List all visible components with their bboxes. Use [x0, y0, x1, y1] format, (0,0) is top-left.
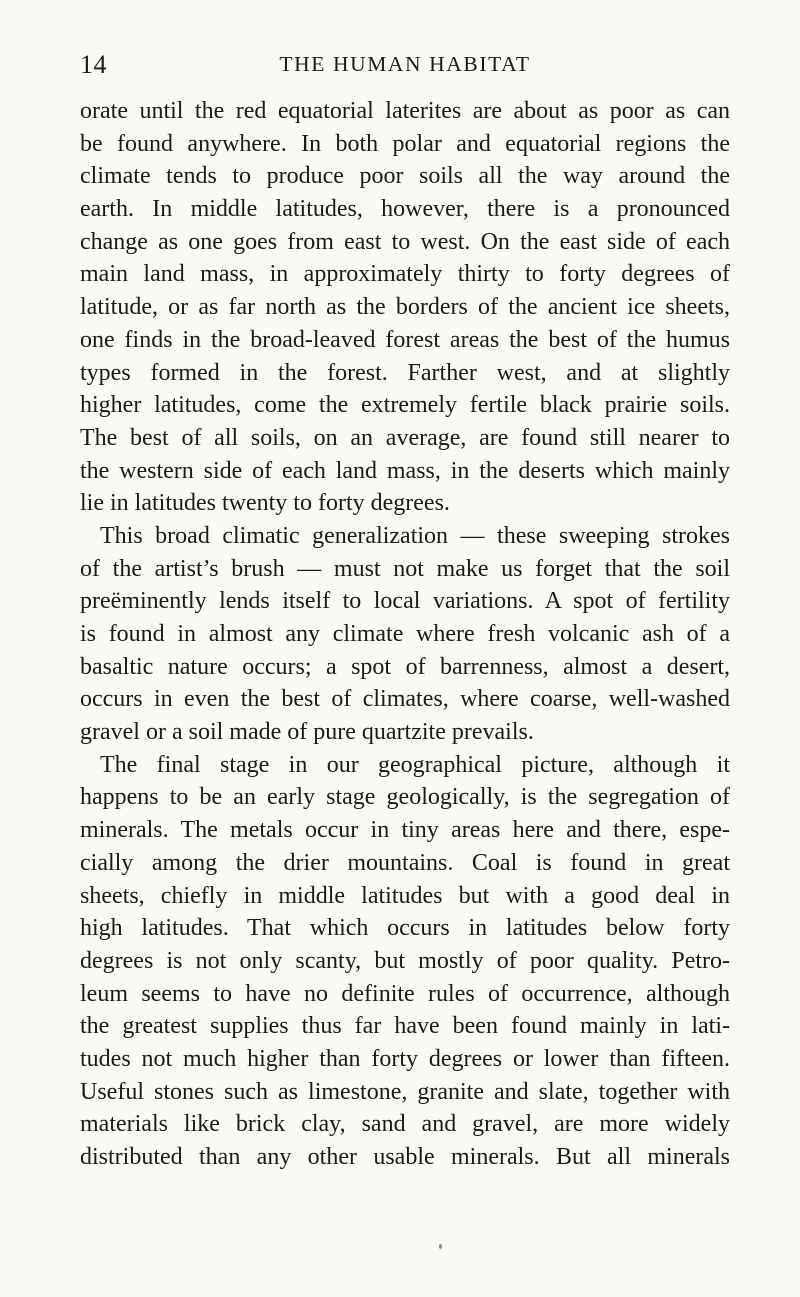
text-line: change as one goes from east to west. On the east side of each: [80, 228, 730, 255]
paragraph-start-line: The final stage in our geographical picture, although it: [100, 751, 730, 778]
text-line: high latitudes. That which occurs in latitudes below forty: [80, 915, 730, 942]
text-line: the western side of each land mass, in the deserts which mainly: [80, 457, 730, 484]
text-line: tudes not much higher than forty degrees or lower than fifteen.: [80, 1045, 730, 1072]
text-line: types formed in the forest. Farther west, and at slightly: [80, 359, 730, 386]
text-line: is found in almost any climate where fresh volcanic ash of a: [80, 621, 730, 647]
text-line: be found anywhere. In both polar and equatorial regions the: [80, 130, 730, 157]
text-line: Useful stones such as limestone, granite and slate, together with: [80, 1078, 730, 1105]
text-line: latitude, or as far north as the borders of the ancient ice sheets,: [80, 294, 730, 321]
text-line: happens to be an early stage geologically, is the segregation of: [80, 784, 730, 811]
page-header: [80, 50, 730, 86]
paragraph-end-line: lie in latitudes twenty to forty degrees.: [80, 490, 450, 517]
text-line: climate tends to produce poor soils all the way around the: [80, 163, 730, 190]
text-line: earth. In middle latitudes, however, there is a pronounced: [80, 196, 730, 223]
body-text: [80, 95, 730, 1174]
paragraph-end-line: gravel or a soil made of pure quartzite prevails.: [80, 719, 534, 746]
text-line: of the artist’s brush — must not make us forget that the soil: [80, 555, 730, 582]
text-line: orate until the red equatorial laterites are about as poor as can: [80, 98, 730, 124]
running-title: THE HUMAN HABITAT: [279, 52, 531, 76]
paragraph-start-line: This broad climatic generalization — these sweeping strokes: [100, 522, 730, 549]
text-line: leum seems to have no definite rules of occurrence, although: [80, 980, 730, 1007]
text-line: degrees is not only scanty, but mostly of poor quality. Petro-: [80, 947, 730, 974]
text-line: sheets, chiefly in middle latitudes but with a good deal in: [80, 882, 730, 909]
text-line: The best of all soils, on an average, are found still nearer to: [80, 424, 730, 451]
text-line: higher latitudes, come the extremely fertile black prairie soils.: [80, 392, 730, 419]
text-line: cially among the drier mountains. Coal is found in great: [80, 849, 730, 876]
page-number: 14: [80, 50, 107, 79]
text-line: minerals. The metals occur in tiny areas here and there, espe-: [80, 817, 730, 844]
text-line: basaltic nature occurs; a spot of barrenness, almost a desert,: [80, 653, 730, 680]
text-line: one finds in the broad-leaved forest areas the best of the humus: [80, 326, 730, 353]
text-line: distributed than any other usable minerals. But all minerals: [80, 1144, 730, 1170]
text-line: main land mass, in approximately thirty to forty degrees of: [80, 261, 730, 288]
text-line: preëminently lends itself to local variations. A spot of fertility: [80, 588, 730, 615]
text-line: occurs in even the best of climates, where coarse, well-washed: [80, 686, 730, 713]
text-line: the greatest supplies thus far have been found mainly in lati-: [80, 1013, 730, 1040]
ink-speck: [439, 1244, 442, 1249]
text-line: materials like brick clay, sand and gravel, are more widely: [80, 1111, 730, 1138]
